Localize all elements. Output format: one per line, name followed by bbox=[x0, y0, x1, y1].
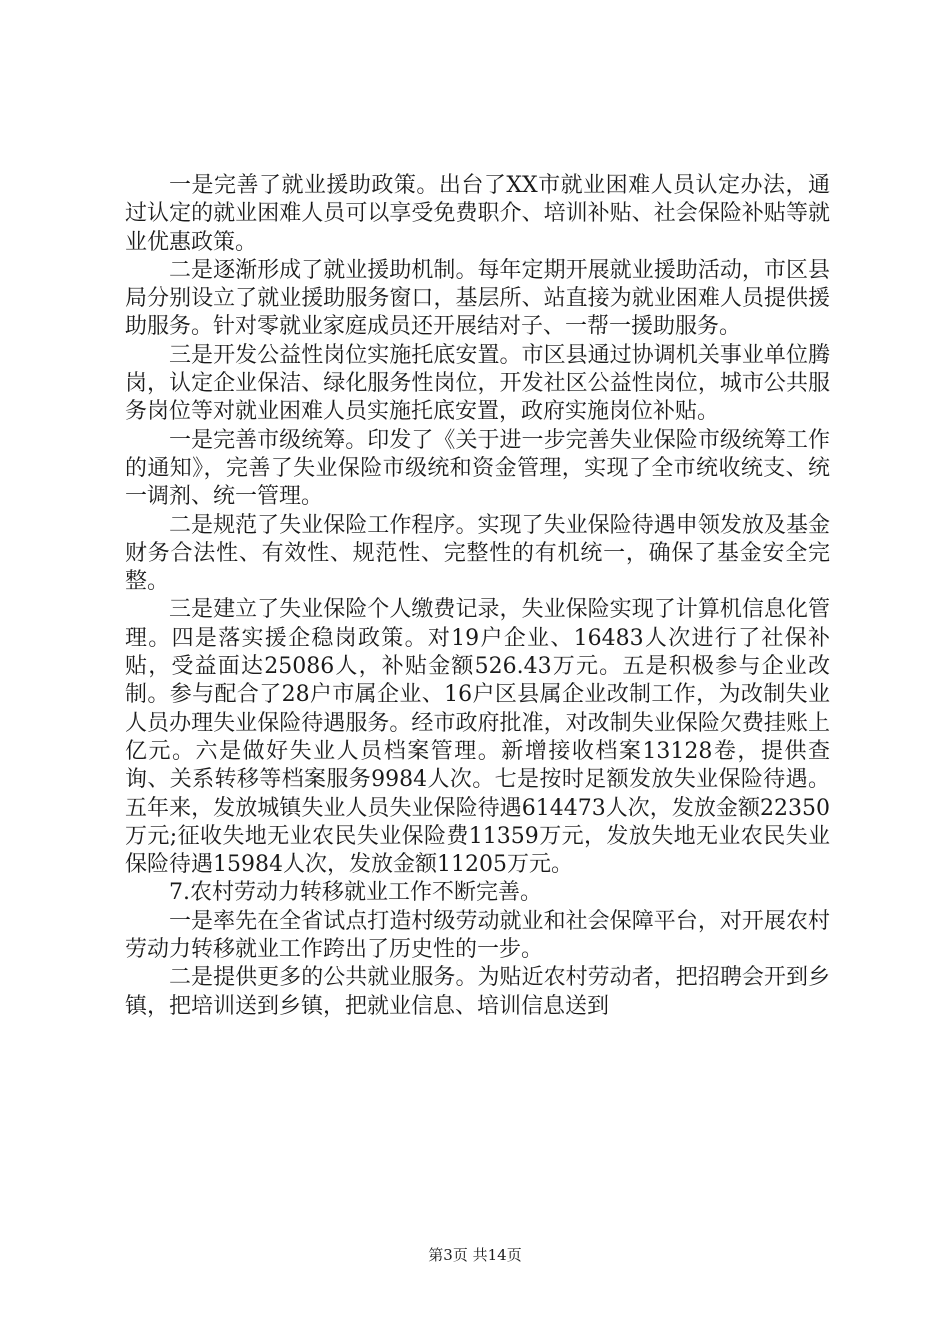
section-heading: 7.农村劳动力转移就业工作不断完善。 bbox=[169, 880, 542, 906]
paragraph: 二是提供更多的公共就业服务。为贴近农村劳动者，把招聘会开到乡镇，把培训送到乡镇，把就业信息、培训信息送到 bbox=[125, 965, 830, 1019]
document-body bbox=[125, 172, 830, 1021]
paragraph: 二是规范了失业保险工作程序。实现了失业保险待遇申领发放及基金财务合法性、有效性、规范性、完整性的有机统一，确保了基金安全完整。 bbox=[125, 512, 830, 595]
paragraph: 三是建立了失业保险个人缴费记录，失业保险实现了计算机信息化管理。四是落实援企稳岗政策。对19户企业、16483人次进行了社保补贴，受益面达25086人，补贴金额526.43万元。五是积极参与企业改制。参与配合了28户市属企业、16户区县属企业改制工作，为改制失业人员办理失业保险待遇服务。经市政府批准，对改制失业保险欠费挂账上亿元。六是做好失业人员档案管理。新增接收档案13128卷，提供查询、关系转移等档案服务9984人次。七是按时足额发放失业保险待遇。五年来，发放城镇失业人员失业保险待遇614473人次，发放金额22350万元;征收失地无业农民失业保险费11359万元，发放失地无业农民失业保险待遇15984人次，发放金额11205万元。 bbox=[125, 597, 830, 878]
paragraph: 一是完善了就业援助政策。出台了XX市就业困难人员认定办法，通过认定的就业困难人员可以享受免费职介、培训补贴、社会保险补贴等就业优惠政策。 bbox=[125, 173, 830, 255]
paragraph: 一是完善市级统筹。印发了《关于进一步完善失业保险市级统筹工作的通知》，完善了失业保险市级统和资金管理，实现了全市统收统支、统一调剂、统一管理。 bbox=[125, 427, 830, 510]
paragraph: 三是开发公益性岗位实施托底安置。市区县通过协调机关事业单位腾岗，认定企业保洁、绿化服务性岗位，开发社区公益性岗位，城市公共服务岗位等对就业困难人员实施托底安置，政府实施岗位补贴。 bbox=[125, 342, 830, 425]
paragraph: 二是逐渐形成了就业援助机制。每年定期开展就业援助活动，市区县局分别设立了就业援助服务窗口，基层所、站直接为就业困难人员提供援助服务。针对零就业家庭成员还开展结对子、一帮一援助服务。 bbox=[125, 257, 830, 340]
page-number-footer: 第3页 共14页 bbox=[428, 1246, 522, 1264]
paragraph: 一是率先在全省试点打造村级劳动就业和社会保障平台，对开展农村劳动力转移就业工作跨出了历史性的一步。 bbox=[125, 908, 830, 963]
